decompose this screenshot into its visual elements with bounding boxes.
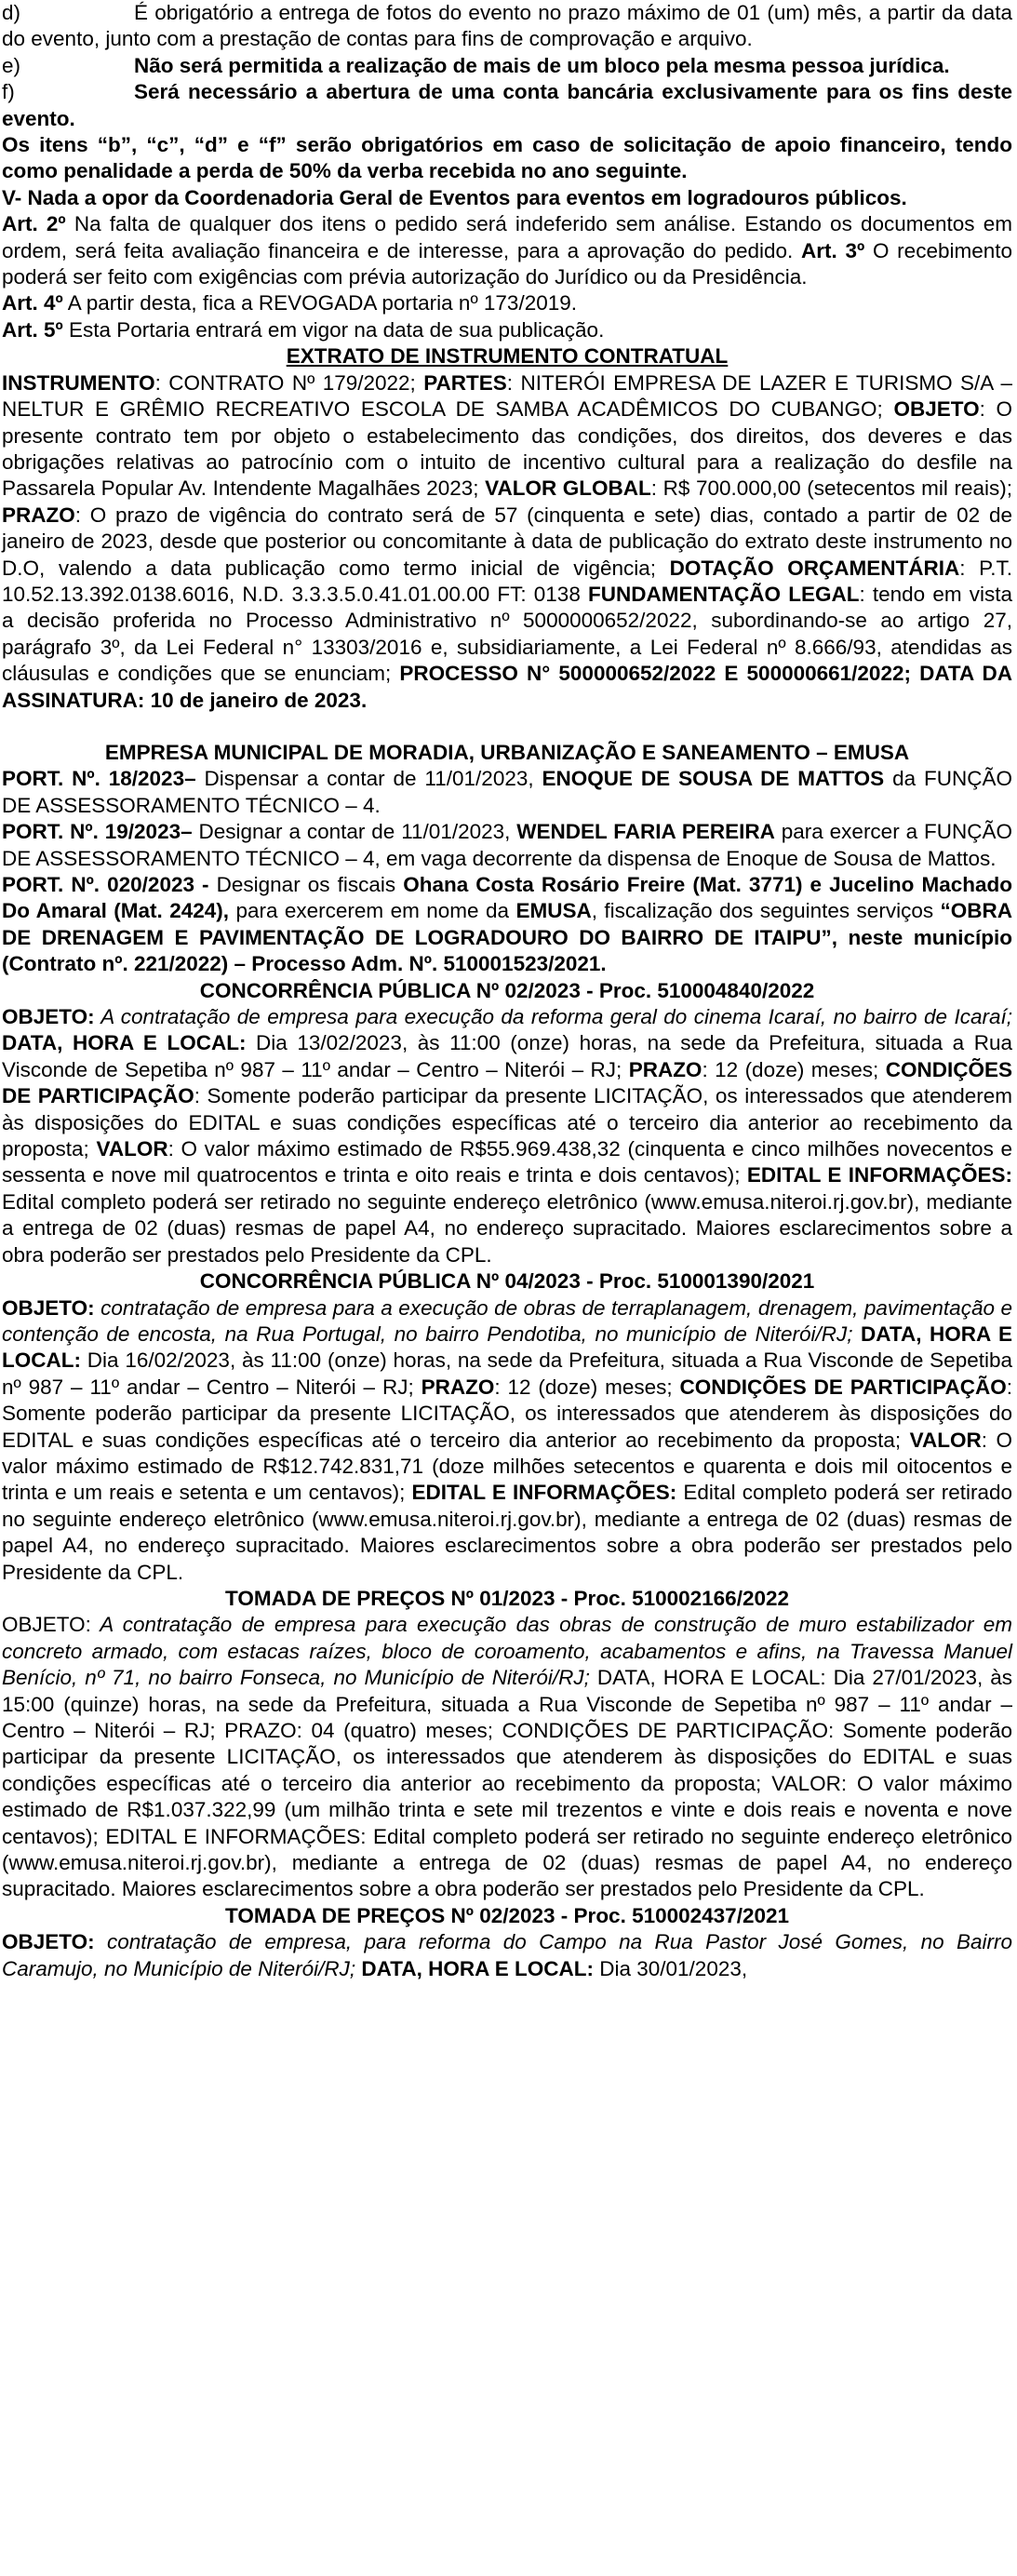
field-label: OBJETO [893,397,980,422]
section-title: EXTRATO DE INSTRUMENTO CONTRATUAL [286,344,729,369]
clause-v: V- Nada a opor da Coordenadoria Geral de Eventos para eventos em logradouros públicos. [2,185,907,209]
section-title: TOMADA DE PREÇOS Nº 01/2023 - Proc. 510002166/2022 [224,1586,790,1610]
list-item [2,53,1012,79]
article-text: Na falta de qualquer dos itens o pedido será indeferido sem análise. Estando os documentos em ordem, será feita avaliação financeira e de interesse, para a aprovação do pedido. [2,212,1012,262]
portaria-text: Designar os fiscais [208,873,404,896]
field-text: : CONTRATO Nº 179/2022; [154,370,424,395]
concorrencia-04 [2,1268,1012,1586]
field-label: CONDIÇÕES DE PARTICIPAÇÃO [2,1057,1012,1108]
article-text: Esta Portaria entrará em vigor na data de sua publicação. [62,317,605,342]
field-label: PRAZO [2,503,75,527]
process-and-signature: PROCESSO N° 500000652/2022 E 500000661/2022; DATA DA ASSINATURA: 10 de janeiro de 2023. [2,662,1012,712]
field-text: : O valor máximo estimado de R$12.742.831,71 (doze milhões setecentos e quarenta e dois mil oitocentos e trinta e um reais e setenta e um centavos); [2,1428,1012,1505]
work-description: “OBRA DE DRENAGEM E PAVIMENTAÇÃO DE LOGRADOURO DO BAIRRO DE ITAIPU”, neste município (Contrato nº. 221/2022) – Processo Adm. Nº. 510001523/2021. [2,899,1013,976]
item-key: e) [2,53,21,77]
field-label: OBJETO: [2,1930,95,1954]
field-text: : Somente poderão participar da presente LICITAÇÃO, os interessados que atenderem às disposições do EDITAL e suas condições específicas até o terceiro dia anterior ao recebimento da proposta; [2,1375,1012,1452]
tomada-precos-01 [2,1586,1012,1903]
field-text: : tendo em vista a decisão proferida no Processo Administrativo nº 5000000652/2022, subordinando-se ao artigo 27, parágrafo 3º, da Lei Federal n° 13303/2016 e, subsidiariamente, a Lei Federal nº 8.666/93, atendidas as cláusulas e condições que se enunciam; [2,582,1012,686]
field-text: : O presente contrato tem por objeto o estabelecimento das condições, dos direitos, dos deveres e das obrigações relativas ao patrocínio com o intuito de incentivo cultural para a realização do desfile na Passarela Popular Av. Intendente Magalhães 2023; [2,397,1012,501]
portaria-text: da FUNÇÃO DE ASSESSORAMENTO TÉCNICO – 4. [2,767,1013,817]
notice-body [2,1929,1012,1982]
portaria-19 [2,819,1012,872]
article-label: Art. 2º [2,212,66,236]
field-text: : P.T. 10.52.13.392.0138.6016, N.D. 3.3.3.5.0.41.01.00.00 FT: 0138 [2,556,1012,606]
portaria-20 [2,872,1012,978]
portaria-18 [2,766,1012,819]
list-item [2,0,1012,53]
portaria-label: PORT. Nº. 18/2023– [2,767,196,791]
field-label: OBJETO: [2,1005,95,1029]
person-name: WENDEL FARIA PEREIRA [516,820,775,844]
spacer [2,714,1012,740]
article-text: O recebimento poderá ser feito com exigências com prévia autorização do Jurídico ou da Presidência. [2,238,1012,289]
tomada-precos-02 [2,1903,1012,1982]
field-text: : O valor máximo estimado de R$55.969.438,32 (cinquenta e cinco milhões novecentos e sessenta e nove mil quatrocentos e trinta e oito reais e trinta e dois centavos); [2,1137,1012,1187]
portaria-text: , fiscalização dos seguintes serviços [591,899,941,923]
portaria-text: Dispensar a contar de 11/01/2023, [195,767,542,791]
article-text: A partir desta, fica a REVOGADA portaria nº 173/2019. [62,291,578,315]
field-text: Edital completo poderá ser retirado no seguinte endereço eletrônico (www.emusa.niteroi.rj.gov.br), mediante a entrega de 02 (duas) resmas de papel A4, no endereço supracitado. Maiores esclarecimentos sobre a obra poderão ser prestados pelo Presidente da CPL. [2,1481,1012,1584]
portaria-label: PORT. Nº. 19/2023– [2,820,193,844]
section-title: EMPRESA MUNICIPAL DE MORADIA, URBANIZAÇÃO E SANEAMENTO – EMUSA [104,740,910,764]
field-label: OBJETO: [2,1613,91,1637]
field-text: : Somente poderão participar da presente LICITAÇÃO, os interessados que atenderem às disposições do EDITAL e suas condições específicas até o terceiro dia anterior ao recebimento da proposta; [2,1084,1012,1161]
section-title: CONCORRÊNCIA PÚBLICA Nº 02/2023 - Proc. 510004840/2022 [199,978,815,1002]
portaria-text: para exercerem em nome da [229,899,516,923]
portaria-text: para exercer a FUNÇÃO DE ASSESSORAMENTO TÉCNICO – 4, em vaga decorrente da dispensa de Enoque de Sousa de Mattos. [2,820,1012,870]
field-label: DOTAÇÃO ORÇAMENTÁRIA [669,556,960,580]
person-name: Ohana Costa Rosário Freire (Mat. 3771) e Jucelino Machado Do Amaral (Mat. 2424), [2,873,1013,923]
item-key: f) [2,80,15,104]
field-label: DATA, HORA E LOCAL: [2,1322,1013,1373]
article-5 [2,317,1012,343]
field-label: FUNDAMENTAÇÃO LEGAL [587,582,860,606]
items-mandatory-note: Os itens “b”, “c”, “d” e “f” serão obrigatórios em caso de solicitação de apoio financeiro, tendo como penalidade a perda de 50% da verba recebida no ano seguinte. [2,133,1012,183]
emusa-section [2,740,1012,978]
field-label: PARTES [423,370,507,395]
article-label: Art. 5º [2,317,63,342]
field-text: contratação de empresa, para reforma do Campo na Rua Pastor José Gomes, no Bairro Caramujo, no Município de Niterói/RJ; [2,1930,1012,1980]
person-name: ENOQUE DE SOUSA DE MATTOS [542,767,885,791]
field-text: : 12 (doze) meses; [702,1057,886,1081]
item-text: É obrigatório a entrega de fotos do evento no prazo máximo de 01 (um) mês, a partir da data do evento, junto com a prestação de contas para fins de comprovação e arquivo. [2,1,1012,51]
field-text: : 12 (doze) meses; [494,1375,680,1399]
item-text: Será necessário a abertura de uma conta bancária exclusivamente para os fins deste evento. [2,80,1012,130]
field-text: Dia 13/02/2023, às 11:00 (onze) horas, na sede da Prefeitura, situada a Rua Visconde de Sepetiba nº 987 – 11º andar – Centro – Niterói – RJ; [2,1031,1012,1081]
field-text: contratação de empresa para a execução de obras de terraplanagem, drenagem, pavimentação e contenção de encosta, na Rua Portugal, no bairro Pendotiba, no município de Niterói/RJ; [2,1295,1012,1346]
notice-body [2,1004,1012,1268]
field-label: VALOR GLOBAL [485,476,651,501]
field-text: : O prazo de vigência do contrato será de 57 (cinquenta e sete) dias, contado a partir de 02 de janeiro de 2023, desde que posterior ou concomitante à data de publicação do extrato deste instrumento no D.O, valendo a data publicação como termo inicial de vigência; [2,503,1012,580]
field-text: Edital completo poderá ser retirado no seguinte endereço eletrônico (www.emusa.niteroi.rj.gov.br), mediante a entrega de 02 (duas) resmas de papel A4, no endereço supracitado. Maiores esclarecimentos sobre a obra poderão ser prestados pelo Presidente da CPL. [2,1189,1012,1267]
field-label: OBJETO: [2,1295,95,1320]
notice-body [2,1295,1012,1586]
field-text: DATA, HORA E LOCAL: Dia 27/01/2023, às 15:00 (quinze) horas, na sede da Prefeitura, situada a Rua Visconde de Sepetiba nº 987 – 11º andar – Centro – Niterói – RJ; PRAZO: 04 (quatro) meses; CONDIÇÕES DE PARTICIPAÇÃO: Somente poderão participar da presente LICITAÇÃO, os interessados que atenderem às disposições do EDITAL e suas condições específicas até o terceiro dia anterior ao recebimento da proposta; VALOR: O valor máximo estimado de R$1.037.322,99 (um milhão trinta e sete mil trezentos e vinte e dois reais e noventa e nove centavos); EDITAL E INFORMAÇÕES: Edital completo poderá ser retirado no seguinte endereço eletrônico (www.emusa.niteroi.rj.gov.br), mediante a entrega de 02 (duas) resmas de papel A4, no endereço supracitado. Maiores esclarecimentos sobre a obra poderão ser prestados pelo Presidente da CPL. [2,1666,1012,1901]
item-text: Não será permitida a realização de mais de um bloco pela mesma pessoa jurídica. [134,53,950,77]
field-label: EDITAL E INFORMAÇÕES: [746,1163,1013,1187]
item-key: d) [2,1,21,24]
list-item [2,79,1012,132]
field-label: EDITAL E INFORMAÇÕES: [411,1481,677,1505]
concorrencia-02 [2,978,1012,1268]
field-label: PRAZO [421,1375,495,1399]
field-label: DATA, HORA E LOCAL: [355,1956,594,1980]
field-text: Dia 30/01/2023, [593,1956,748,1980]
field-text: Dia 16/02/2023, às 11:00 (onze) horas, na sede da Prefeitura, situada a Rua Visconde de Sepetiba nº 987 – 11º andar – Centro – Niterói – RJ; [2,1348,1012,1399]
field-text: A contratação de empresa para execução da reforma geral do cinema Icaraí, no bairro de Icaraí; [94,1005,1012,1029]
field-text: : R$ 700.000,00 (setecentos mil reais); [650,476,1012,501]
field-label: CONDIÇÕES DE PARTICIPAÇÃO [679,1375,1007,1399]
field-text: : NITERÓI EMPRESA DE LAZER E TURISMO S/A – NELTUR E GRÊMIO RECREATIVO ESCOLA DE SAMBA ACADÊMICOS DO CUBANGO; [2,370,1012,422]
requirements-list [2,0,1012,343]
org-name: EMUSA [515,899,592,923]
portaria-text: Designar a contar de 11/01/2023, [192,820,517,844]
article-label: Art. 4º [2,291,63,315]
field-label: PRAZO [628,1057,703,1081]
section-title: CONCORRÊNCIA PÚBLICA Nº 04/2023 - Proc. 510001390/2021 [199,1269,815,1294]
contract-extract [2,343,1012,714]
field-label: INSTRUMENTO [2,370,155,395]
section-title: TOMADA DE PREÇOS Nº 02/2023 - Proc. 510002437/2021 [224,1903,790,1927]
portaria-label: PORT. Nº. 020/2023 - [2,873,209,896]
field-label: VALOR [909,1428,982,1452]
field-label: VALOR [96,1137,168,1161]
notice-body [2,1612,1012,1902]
article-4 [2,290,1012,316]
field-label: DATA, HORA E LOCAL: [2,1031,247,1055]
field-text: A contratação de empresa para execução das obras de construção de muro estabilizador em concreto armado, com estacas raízes, bloco de coroamento, acabamentos e afins, na Travessa Manuel Benício, nº 71, no bairro Fonseca, no Município de Niterói/RJ; [2,1613,1012,1690]
article-label: Art. 3º [801,238,865,262]
article-2-3 [2,211,1012,290]
extract-body [2,370,1012,714]
